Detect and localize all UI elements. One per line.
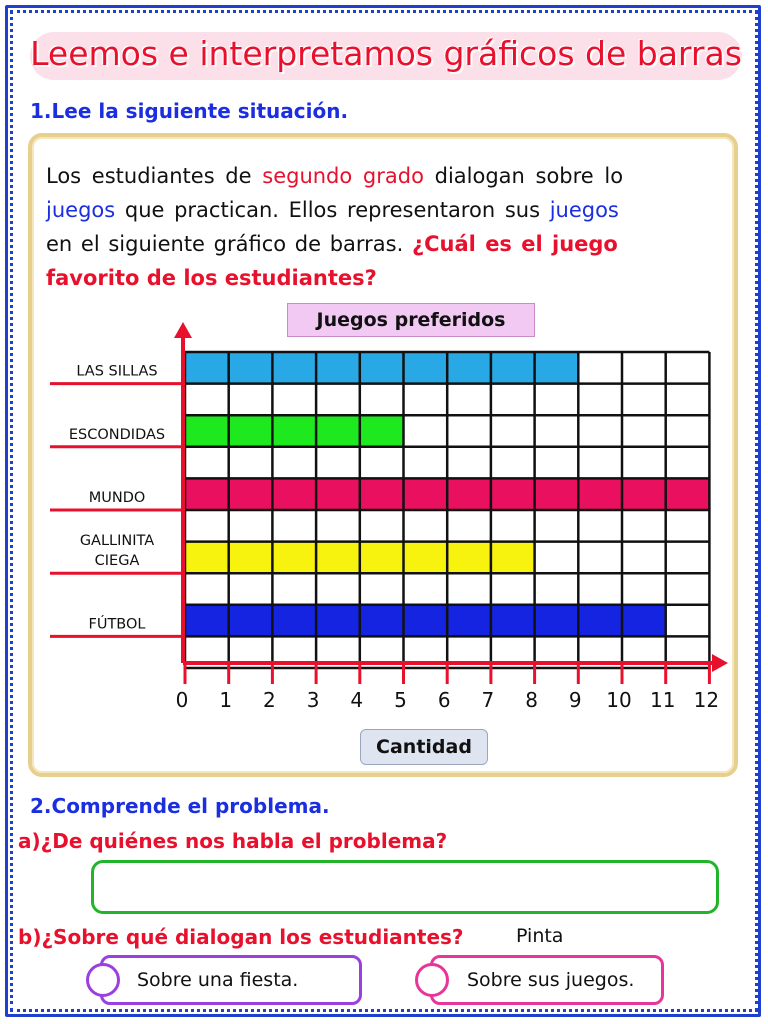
option-juegos-label: Sobre sus juegos. xyxy=(467,969,635,991)
question-a: a)¿De quiénes nos habla el problema? xyxy=(18,829,448,853)
x-tick-label: 4 xyxy=(350,688,364,712)
bar xyxy=(185,352,578,384)
category-label: GALLINITA xyxy=(79,533,155,550)
x-tick-label: 5 xyxy=(394,688,407,712)
paragraph-text: en el siguiente gráfico de barras. xyxy=(46,232,412,256)
x-tick-label: 10 xyxy=(606,688,632,712)
category-label: FÚTBOL xyxy=(88,616,146,633)
question-b: b)¿Sobre qué dialogan los estudiantes? xyxy=(18,925,464,949)
x-axis-title: Cantidad xyxy=(360,729,488,765)
x-tick-label: 0 xyxy=(175,688,189,712)
x-tick-label: 8 xyxy=(525,688,538,712)
y-axis-arrow xyxy=(174,322,192,338)
pinta-instruction: Pinta xyxy=(516,925,564,947)
option-juegos-circle[interactable] xyxy=(415,963,449,997)
x-tick-label: 7 xyxy=(481,688,495,712)
x-tick-label: 12 xyxy=(693,688,720,712)
step-2-heading: 2.Comprende el problema. xyxy=(30,794,330,818)
page-title: Leemos e interpretamos gráficos de barras xyxy=(30,34,742,73)
chart-title: Juegos preferidos xyxy=(287,303,535,337)
option-fiesta-label: Sobre una fiesta. xyxy=(137,969,299,991)
category-label: MUNDO xyxy=(88,490,146,506)
x-axis-arrow xyxy=(712,654,728,672)
x-tick-label: 11 xyxy=(649,688,676,712)
bar xyxy=(185,605,666,637)
option-fiesta[interactable] xyxy=(100,955,362,1005)
paragraph-text: que practican. Ellos representaron sus xyxy=(115,198,550,222)
step-1-heading: 1.Lee la siguiente situación. xyxy=(30,99,349,123)
x-tick-label: 2 xyxy=(263,688,276,712)
x-tick-label: 3 xyxy=(306,688,320,712)
highlight-juegos: juegos xyxy=(46,198,116,222)
paragraph-text: Los estudiantes de xyxy=(46,164,263,188)
paragraph-line-4: favorito de los estudiantes? xyxy=(46,266,377,290)
x-tick-label: 6 xyxy=(437,688,451,712)
bar xyxy=(185,415,404,447)
option-juegos[interactable] xyxy=(430,955,664,1005)
option-fiesta-circle[interactable] xyxy=(86,963,120,997)
x-tick-label: 1 xyxy=(219,688,233,712)
highlight-segundo-grado: segundo grado xyxy=(262,164,424,188)
answer-input-box[interactable] xyxy=(91,860,719,914)
category-label: ESCONDIDAS xyxy=(68,426,166,443)
category-label: LAS SILLAS xyxy=(76,363,158,380)
highlight-juegos: juegos xyxy=(549,198,619,222)
question-text: ¿Cuál es el juego xyxy=(411,232,618,256)
category-label: CIEGA xyxy=(94,553,140,570)
paragraph-text: dialogan sobre lo xyxy=(423,164,624,188)
x-tick-label: 9 xyxy=(568,688,582,712)
